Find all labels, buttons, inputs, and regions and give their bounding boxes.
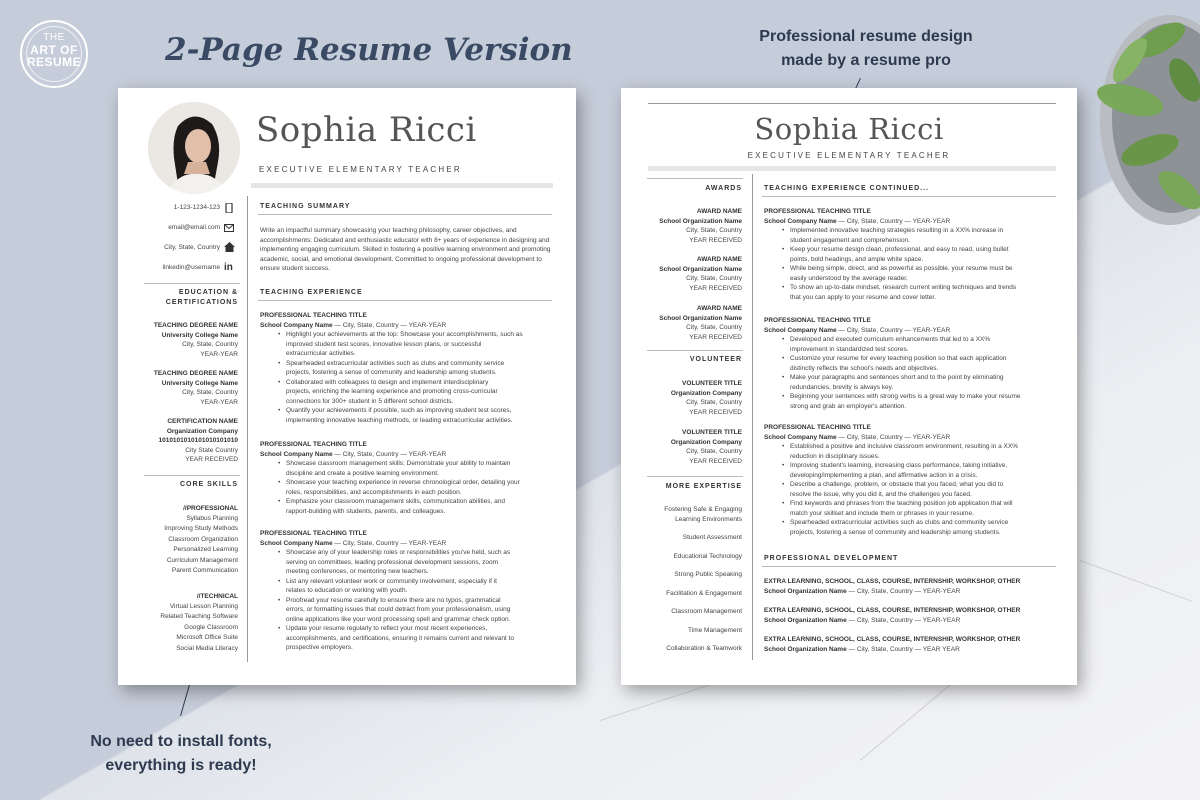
brand-logo: THE ART OF RESUME [20, 20, 88, 88]
job-entry: PROFESSIONAL TEACHING TITLE School Company Name — City, State, Country — YEAR-YEAR • Showcase classroom management skills: Demonstrate your ability to maintain discipline and create a positive learning environment. • Showcase your teaching experience in reverse chronological order, detailing your roles, responsibilities, and accomplishments in each position. • Emphasize your classroom management skills, communication abilities, and rapport-building with students, parents, and colleagues. [260, 440, 555, 516]
education-heading: EDUCATION & [178, 289, 238, 296]
section-rule [762, 196, 1056, 197]
column-divider [247, 196, 248, 662]
education-heading-2: CERTIFICATIONS [165, 299, 238, 306]
education-entry: TEACHING DEGREE NAME University College Name City, State, Country YEAR-YEAR [153, 370, 238, 406]
job-entry: PROFESSIONAL TEACHING TITLE School Company Name — City, State, Country — YEAR-YEAR • Implemented innovative teaching strategies resulting in a XX% increase in student engagement and comprehension. • Keep your resume design clean, professional, and easy to read, using bullet points, bold headings, and ample white space. • While being simple, direct, and as powerful as possible, your resume must be easily understood by the average reader. • To show an up-to-date mindset, research current writing techniques and trends that you can apply to your resume and cover letter. [764, 207, 1059, 302]
job-entry: PROFESSIONAL TEACHING TITLE School Company Name — City, State, Country — YEAR-YEAR • Established a positive and inclusive classroom environment, resulting in a XX% reduction in disciplinary issues. • Improving student's learning, increasing class performance, taking initiative, developing/implementing a plan, and affirmative action in a crisis. • Describe a challenge, problem, or obstacle that you faced, what you did to resolve the issue, why you did it, and the challenges you faced. • Find keywords and phrases from the teaching position job application that will match your skillset and include them or phrases in your resume. • Spearheaded extracurricular activities such as clubs and community service projects, fostering a sense of community and leadership among students. [764, 423, 1059, 537]
summary-text: Write an impactful summary showcasing your teaching philosophy, career objectives, and accomplishments: Dedicated and enthusiastic educator with 8+ years of experience in designing and implementing engaging curriculum. Skilled in fostering a positive learning environment and promoting academic, social, and emotional development. Committed to ongoing professional development to ensure student success. [260, 227, 551, 272]
technical-skills: //TECHNICAL Virtual Lesson Planning Related Teaching Software Google Classroom Microsoft Office Suite Social Media Literacy [160, 593, 238, 652]
section-rule [144, 475, 240, 476]
job-entry: PROFESSIONAL TEACHING TITLE School Company Name — City, State, Country — YEAR-YEAR • Highlight your achievements at the top: Showcase your accomplishments, such as improved student test scores, innovative lesson plans, or successful extracurricular activities. • Spearheaded extracurricular activities such as clubs and community service projects, fostering a sense of community and leadership among students. • Collaborated with colleagues to design and implement interdisciplinary projects, enriching the learning experience and promoting cross-curricular connections for 300+ student in 5 different school districts. • Quantify your achievements if possible, such as improving student test scores, implementing innovative teaching methods, or leading extracurricular activities. [260, 311, 555, 425]
certification-entry: CERTIFICATION NAME Organization Company 1010101010101010101010 City State Country YEAR RECEIVED [158, 418, 238, 463]
succulent-plant-image [1090, 0, 1200, 240]
section-rule [258, 214, 552, 215]
headline: 2-Page Resume Version [165, 32, 573, 68]
pd-entry: EXTRA LEARNING, SCHOOL, CLASS, COURSE, INTERNSHIP, WORKSHOP, OTHER School Organization Name — City, State, Country — YEAR-YEAR [764, 578, 1021, 595]
header-bar [251, 183, 553, 188]
expertise-heading: MORE EXPERTISE [665, 483, 742, 490]
experience-heading: TEACHING EXPERIENCE [260, 289, 363, 296]
callout-top: Professional resume design made by a resume pro [759, 28, 973, 69]
award-entry: AWARD NAME School Organization Name City, State, Country YEAR RECEIVED [659, 305, 742, 341]
pd-entry: EXTRA LEARNING, SCHOOL, CLASS, COURSE, INTERNSHIP, WORKSHOP, OTHER School Organization Name — City, State, Country — YEAR-YEAR [764, 607, 1021, 624]
resume-page-1 [118, 88, 576, 685]
awards-heading: AWARDS [705, 185, 742, 192]
pd-entry: EXTRA LEARNING, SCHOOL, CLASS, COURSE, INTERNSHIP, WORKSHOP, OTHER School Organization Name — City, State, Country — YEAR YEAR [764, 636, 1021, 653]
volunteer-heading: VOLUNTEER [689, 356, 742, 363]
award-entry: AWARD NAME School Organization Name City, State, Country YEAR RECEIVED [659, 256, 742, 292]
expertise-list: Fostering Safe & Engaging Learning Environments Student Assessment Educational Technology Strong Public Speaking Facilitation & Engagement Classroom Management Time Management Collaboration & Teamwork [664, 506, 742, 652]
summary-heading: TEACHING SUMMARY [260, 203, 351, 210]
column-divider [752, 174, 753, 660]
linkedin-icon: in [224, 262, 233, 273]
section-rule [144, 283, 240, 284]
resume-name: Sophia Ricci [754, 112, 944, 146]
phone-text: 1-123-1234-123 [173, 204, 220, 211]
location-text: City, State, Country [164, 244, 220, 251]
professional-skills: //PROFESSIONAL Syllabus Planning Improving Study Methods Classroom Organization Personalized Learning Curriculum Management Parent Communication [164, 505, 238, 574]
callout-bottom: No need to install fonts, everything is ready! [90, 733, 272, 774]
job-entry: PROFESSIONAL TEACHING TITLE School Company Name — City, State, Country — YEAR-YEAR • Showcase any of your leadership roles or responsibilities you've held, such as serving on committees, leading professional development sessions, zoom meeting conferences, or mentoring new teachers. • List any relevant volunteer work or community involvement, especially if it relates to education or working with youth. • Proofread your resume carefully to ensure there are no typos, grammatical errors, or formatting issues that could detract from your professionalism, using online applications like your word processing spell and grammar check option. • Update your resume regularly to reflect your most recent experiences, accomplishments, and certifications, ensuring it remains current and relevant to prospective employers. [260, 529, 555, 653]
pd-heading: PROFESSIONAL DEVELOPMENT [764, 555, 899, 562]
linkedin-text: linkedin@username [162, 264, 220, 271]
section-rule [647, 350, 743, 351]
header-rule [648, 103, 1056, 104]
home-icon [224, 242, 235, 252]
phone-icon [225, 203, 233, 213]
award-entry: AWARD NAME School Organization Name City, State, Country YEAR RECEIVED [659, 208, 742, 244]
resume-title: EXECUTIVE ELEMENTARY TEACHER [747, 151, 951, 160]
section-rule [762, 566, 1056, 567]
skills-heading: CORE SKILLS [179, 481, 238, 488]
volunteer-entry: VOLUNTEER TITLE Organization Company City, State, Country YEAR RECEIVED [670, 380, 742, 416]
job-entry: PROFESSIONAL TEACHING TITLE School Company Name — City, State, Country — YEAR-YEAR • Developed and executed curriculum enhancements that led to a XX% improvement in standardized test scores. • Customize your resume for every teaching position so that each application distinctly reflects the school's needs and objectives. • Make your paragraphs and sentences short and to the point by eliminating redundancies, brevity is always key. • Beginning your sentences with strong verbs is a great way to make your resume strong and grab an employer's attention. [764, 316, 1059, 411]
section-rule [647, 476, 743, 477]
section-rule [647, 178, 743, 179]
header-bar [648, 166, 1056, 171]
volunteer-entry: VOLUNTEER TITLE Organization Company City, State, Country YEAR RECEIVED [670, 429, 742, 465]
resume-name: Sophia Ricci [256, 110, 477, 150]
resume-title: EXECUTIVE ELEMENTARY TEACHER [259, 165, 462, 174]
section-rule [258, 300, 552, 301]
resume-page-2 [621, 88, 1077, 685]
education-entry: TEACHING DEGREE NAME University College Name City, State, Country YEAR-YEAR [153, 322, 238, 358]
envelope-icon [224, 224, 234, 232]
continued-heading: TEACHING EXPERIENCE CONTINUED... [764, 185, 930, 192]
email-text: email@email.com [168, 224, 220, 231]
profile-photo [148, 102, 240, 194]
